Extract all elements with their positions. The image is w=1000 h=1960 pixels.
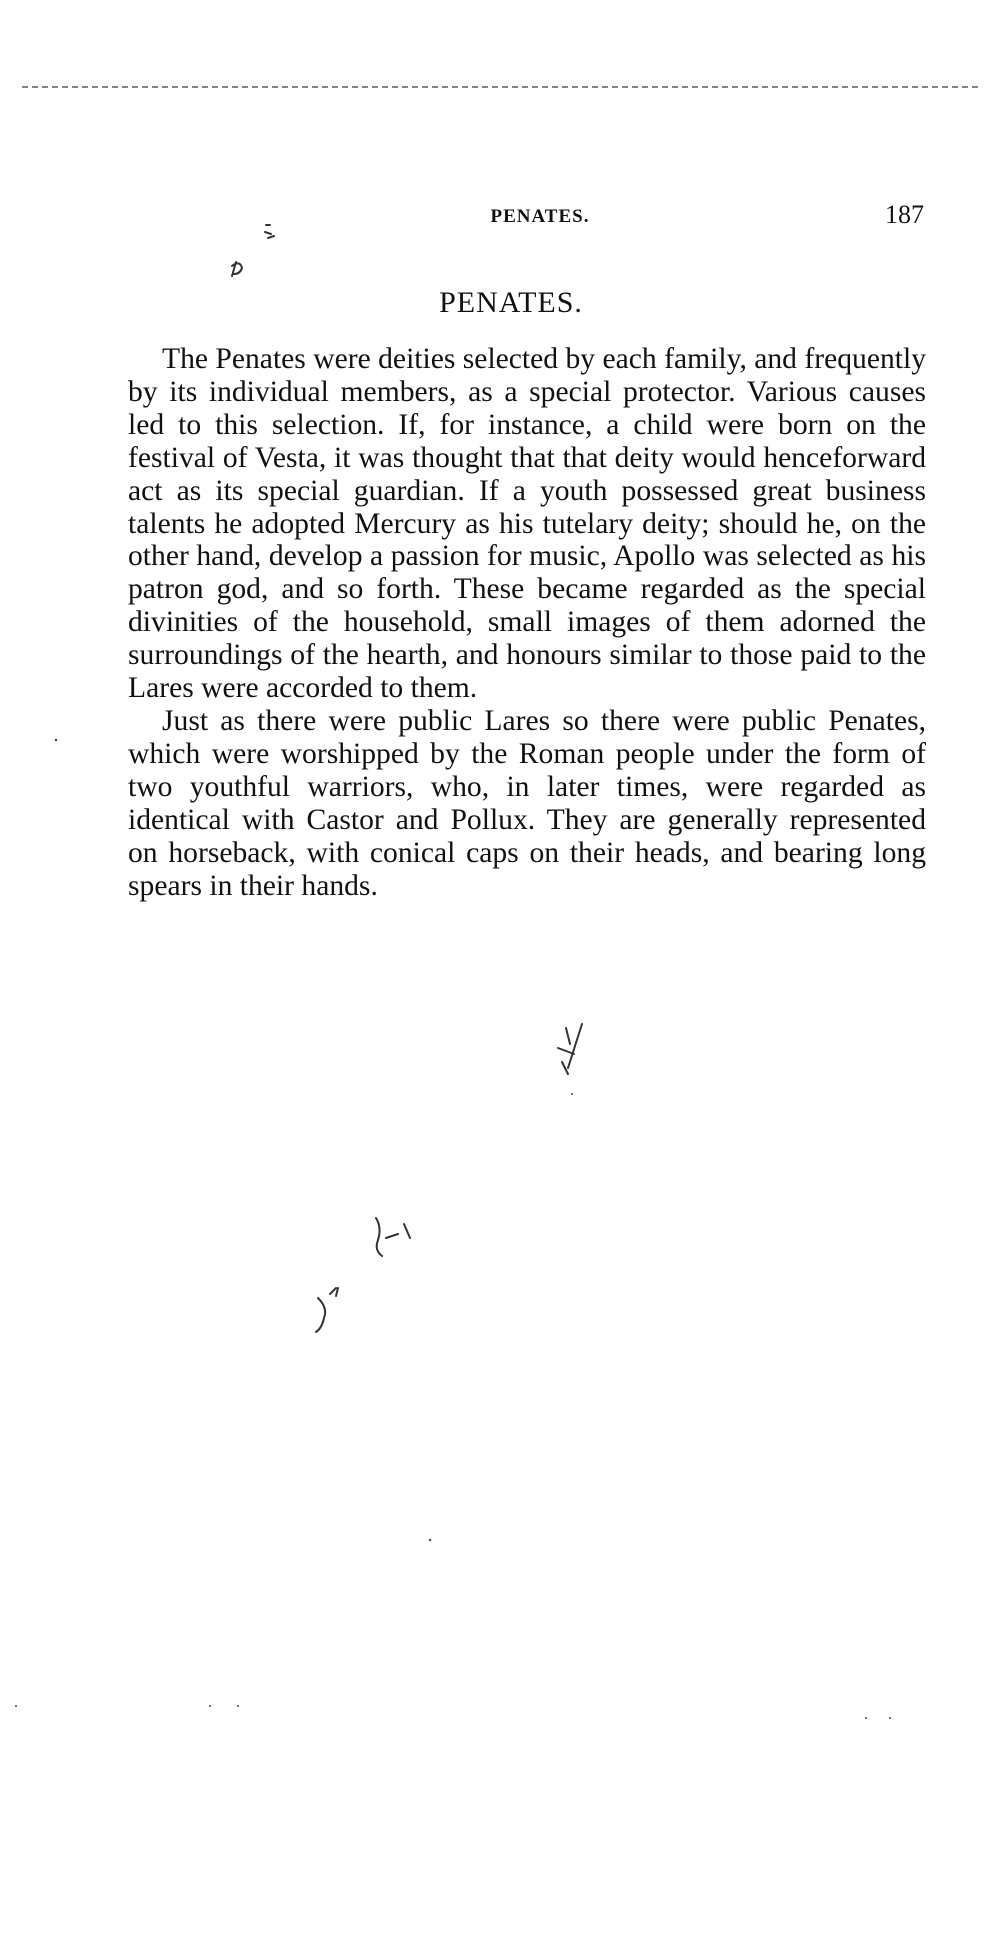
speck	[55, 739, 57, 741]
speck	[237, 1705, 239, 1707]
paragraph-2: Just as there were public Lares so there were public Penates, which were worshipped by the Roman people under the form of two youthful warriors, who, in later times, were regarded as identical with Castor and Pollux. They are generally represented on horseback, with conical caps on their heads, and bearing long spears in their hands.	[128, 704, 926, 902]
paragraph-1: The Penates were deities selected by each family, and frequently by its individual members, as a special protector. Various causes led to this selection. If, for instance, a child were born on the festival of Vesta, it was thought that that deity would henceforward act as its special guardian. If a youth possessed great business talents he adopted Mercury as his tutelary deity; should he, on the other hand, develop a passion for music, Apollo was selected as his patron god, and so forth. These became regarded as the special divinities of the household, small images of them adorned the surroundings of the hearth, and honours similar to those paid to the Lares were accorded to them.	[128, 343, 926, 705]
speck	[209, 1705, 211, 1707]
body-text	[128, 343, 926, 902]
speck	[571, 1093, 573, 1095]
pencil-mark-top-2	[232, 262, 242, 276]
running-head	[0, 200, 1000, 240]
speck	[429, 1539, 431, 1541]
speck	[865, 1717, 867, 1719]
speck	[889, 1717, 891, 1719]
top-rule	[22, 86, 978, 88]
chapter-heading: PENATES.	[439, 286, 583, 319]
pencil-mark-check	[558, 1024, 582, 1074]
pencil-mark-squiggle-2	[316, 1288, 338, 1332]
page-number: 187	[885, 200, 924, 229]
pencil-mark-squiggle-1	[376, 1218, 410, 1256]
running-title: PENATES.	[490, 206, 590, 227]
speck	[15, 1705, 17, 1707]
